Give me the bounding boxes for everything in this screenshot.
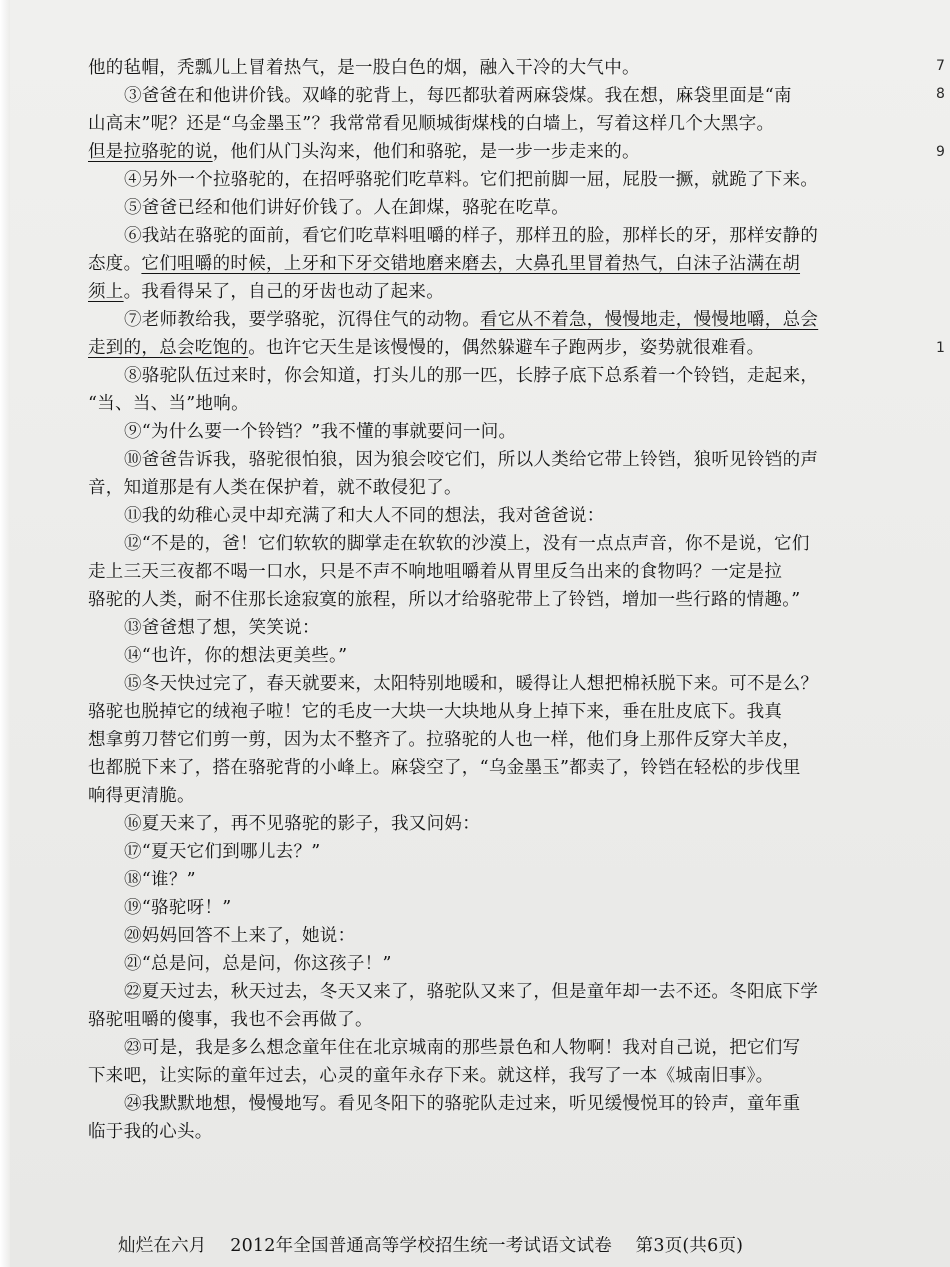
footer-page-info: 第3页(共6页) <box>635 1236 744 1256</box>
paragraph-line: 骆驼咀嚼的傻事，我也不会再做了。 <box>88 1010 373 1030</box>
paragraph-line: ⑩爸爸告诉我，骆驼很怕狼，因为狼会咬它们，所以人类给它带上铃铛，狼听见铃铛的声 <box>124 450 819 470</box>
edge-mark: 1 <box>936 340 945 356</box>
paragraph-line: 音，知道那是有人类在保护着，就不敢侵犯了。 <box>88 478 462 498</box>
underlined-phrase: 看它从不着急，慢慢地走，慢慢地嚼，总会 <box>480 310 819 330</box>
paragraph-line: ㉑“总是问，总是问，你这孩子！” <box>124 954 392 974</box>
paragraph-line: 走上三天三夜都不喝一口水，只是不声不响地咀嚼着从胃里反刍出来的食物吗？一定是拉 <box>88 562 783 582</box>
paragraph-line: 骆驼也脱掉它的绒袍子啦！它的毛皮一大块一大块地从身上掉下来，垂在肚皮底下。我真 <box>88 702 783 722</box>
underlined-phrase: 走到的，总会吃饱的 <box>88 338 249 358</box>
paragraph-line: ⑪我的幼稚心灵中却充满了和大人不同的想法，我对爸爸说： <box>124 506 605 526</box>
paragraph-line: ⑰“夏天它们到哪儿去？” <box>124 842 321 862</box>
article-body <box>88 54 840 1146</box>
page-footer <box>118 1232 761 1257</box>
edge-mark: 9 <box>936 144 945 160</box>
paragraph-line: ④另外一个拉骆驼的，在招呼骆驼们吃草料。它们把前脚一屈，屁股一撅，就跪了下来。 <box>124 170 819 190</box>
paragraph-line: ⑮冬天快过完了，春天就要来，太阳特别地暖和，暖得让人想把棉袄脱下来。可不是么？ <box>124 674 819 694</box>
paragraph-line: ⑲“骆驼呀！” <box>124 898 232 918</box>
paragraph-line: ⑬爸爸想了想，笑笑说： <box>124 618 320 638</box>
paragraph-line: 也都脱下来了，搭在骆驼背的小峰上。麻袋空了，“乌金墨玉”都卖了，铃铛在轻松的步伐里 <box>88 758 801 778</box>
paragraph-line: 走到的，总会吃饱的。也许它天生是该慢慢的，偶然躲避车子跑两步，姿势就很难看。 <box>88 338 765 358</box>
edge-mark: 8 <box>936 86 945 102</box>
footer-exam-title: 2012年全国普通高等学校招生统一考试语文试卷 <box>230 1236 612 1256</box>
paragraph-line: ㉓可是，我是多么想念童年住在北京城南的那些景色和人物啊！我对自己说，把它们写 <box>124 1038 801 1058</box>
footer-brand: 灿烂在六月 <box>118 1236 207 1256</box>
paragraph-line: ⑱“谁？” <box>124 870 196 890</box>
paragraph-line: ㉒夏天过去，秋天过去，冬天又来了，骆驼队又来了，但是童年却一去不还。冬阳底下学 <box>124 982 819 1002</box>
underlined-phrase: 它们咀嚼的时候，上牙和下牙交错地磨来磨去，大鼻孔里冒着热气，白沫子沾满在胡 <box>141 254 801 274</box>
paragraph-line: ⑧骆驼队伍过来时，你会知道，打头儿的那一匹，长脖子底下总系着一个铃铛，走起来， <box>124 366 819 386</box>
paragraph-line: ⑫“不是的，爸！它们软软的脚掌走在软软的沙漠上，没有一点点声音，你不是说，它们 <box>124 534 810 554</box>
paragraph-line: 山高末”呢？还是“乌金墨玉”？我常常看见顺城街煤栈的白墙上，写着这样几个大黑字。 <box>88 114 775 134</box>
paragraph-line: 响得更清脆。 <box>88 786 195 806</box>
paragraph-line: ⑦老师教给我，要学骆驼，沉得住气的动物。看它从不着急，慢慢地走，慢慢地嚼，总会 <box>124 310 819 330</box>
paragraph-line: ③爸爸在和他讲价钱。双峰的驼背上，每匹都驮着两麻袋煤。我在想，麻袋里面是“南 <box>124 86 792 106</box>
paragraph-line: 骆驼的人类，耐不住那长途寂寞的旅程，所以才给骆驼带上了铃铛，增加一些行路的情趣。” <box>88 590 801 610</box>
paragraph-line: ⑨“为什么要一个铃铛？”我不懂的事就要问一问。 <box>124 422 517 442</box>
paragraph-line: 想拿剪刀替它们剪一剪，因为太不整齐了。拉骆驼的人也一样，他们身上那件反穿大羊皮， <box>88 730 800 750</box>
paragraph-line: 下来吧，让实际的童年过去，心灵的童年永存下来。就这样，我写了一本《城南旧事》。 <box>88 1066 774 1086</box>
paragraph-line: 临于我的心头。 <box>88 1122 213 1142</box>
paragraph-line: ⑭“也许，你的想法更美些。” <box>124 646 348 666</box>
paragraph-line: ㉔我默默地想，慢慢地写。看见冬阳下的骆驼队走过来，听见缓慢悦耳的铃声，童年重 <box>124 1094 801 1114</box>
underlined-phrase: 但是拉骆驼的说 <box>88 142 213 162</box>
underlined-phrase: 须上 <box>88 282 124 302</box>
paragraph-line: 态度。它们咀嚼的时候，上牙和下牙交错地磨来磨去，大鼻孔里冒着热气，白沫子沾满在胡 <box>88 254 801 274</box>
paragraph-line: “当、当、当”地响。 <box>88 394 249 414</box>
paragraph-line: ⑯夏天来了，再不见骆驼的影子，我又问妈： <box>124 814 480 834</box>
edge-mark: 7 <box>936 58 945 74</box>
paragraph-line: ⑥我站在骆驼的面前，看它们吃草料咀嚼的样子，那样丑的脸，那样长的牙，那样安静的 <box>124 226 819 246</box>
paragraph-line: ⑤爸爸已经和他们讲好价钱了。人在卸煤，骆驼在吃草。 <box>124 198 569 218</box>
paragraph-line: 但是拉骆驼的说，他们从门头沟来，他们和骆驼，是一步一步走来的。 <box>88 142 640 162</box>
paragraph-line: 须上。我看得呆了，自己的牙齿也动了起来。 <box>88 282 445 302</box>
paragraph-line: ⑳妈妈回答不上来了，她说： <box>124 926 356 946</box>
paragraph-line: 他的毡帽，秃瓢儿上冒着热气，是一股白色的烟，融入干冷的大气中。 <box>88 58 640 78</box>
page-fold-shadow <box>0 0 10 1267</box>
